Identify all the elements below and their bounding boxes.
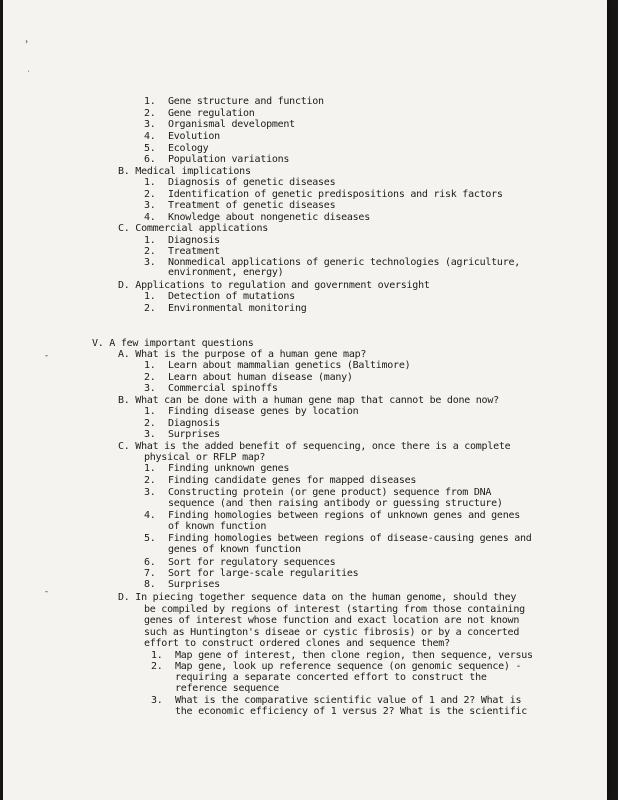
- list-item: Diagnosis: [168, 418, 220, 429]
- list-item-continuation: the economic efficiency of 1 versus 2? What is the scientific: [175, 706, 528, 717]
- list-item-number: 3.: [144, 429, 156, 440]
- science-list-item-number: 5.: [144, 143, 156, 154]
- list-item: Diagnosis: [168, 235, 220, 246]
- list-item: Finding homologies between regions of unknown genes and genes: [168, 510, 521, 521]
- list-item: Learn about mammalian genetics (Baltimore): [168, 360, 411, 371]
- list-item-number: 1.: [144, 463, 156, 474]
- list-item-number: 4.: [144, 212, 156, 223]
- list-item-number: 5.: [144, 533, 156, 544]
- list-item: Finding unknown genes: [168, 463, 290, 474]
- science-list-item-number: 3.: [144, 119, 156, 130]
- paper-page: [3, 0, 607, 800]
- list-item-number: 6.: [144, 557, 156, 568]
- science-list-item-number: 6.: [144, 154, 156, 165]
- list-item-number: 3.: [144, 383, 156, 394]
- science-list-item: Evolution: [168, 131, 220, 142]
- section-heading: D. Applications to regulation and government oversight: [118, 280, 430, 291]
- section-heading: B. Medical implications: [118, 166, 251, 177]
- list-item-number: 3.: [144, 487, 156, 498]
- list-item: Environmental monitoring: [168, 303, 307, 314]
- list-item-number: 2.: [144, 189, 156, 200]
- question-heading-continuation: physical or RFLP map?: [144, 452, 266, 463]
- list-item: Diagnosis of genetic diseases: [168, 177, 336, 188]
- list-item-number: 2.: [144, 418, 156, 429]
- list-item-number: 3.: [151, 695, 163, 706]
- list-item: Map gene of interest, then clone region, then sequence, versus: [175, 650, 533, 661]
- list-item-number: 1.: [144, 235, 156, 246]
- question-heading-continuation: effort to construct ordered clones and sequence them?: [144, 638, 450, 649]
- list-item-continuation: environment, energy): [168, 267, 284, 278]
- list-item-number: 1.: [144, 360, 156, 371]
- list-item-number: 2.: [144, 372, 156, 383]
- question-heading-continuation: genes of interest whose function and exact location are not known: [144, 615, 520, 626]
- list-item-continuation: reference sequence: [175, 683, 279, 694]
- list-item-number: 2.: [151, 661, 163, 672]
- question-heading: C. What is the added benefit of sequencing, once there is a complete: [118, 441, 511, 452]
- list-item: Treatment: [168, 246, 220, 257]
- question-heading: A. What is the purpose of a human gene map?: [118, 349, 367, 360]
- list-item-number: 1.: [144, 291, 156, 302]
- section-heading: V. A few important questions: [92, 338, 254, 349]
- list-item: Detection of mutations: [168, 291, 295, 302]
- list-item-continuation: sequence (and then raising antibody or guessing structure): [168, 498, 503, 509]
- question-heading-continuation: such as Huntington's diseae or cystic fibrosis) or by a concerted: [144, 627, 520, 638]
- science-list-item-number: 1.: [144, 96, 156, 107]
- science-list-item-number: 4.: [144, 131, 156, 142]
- list-item: Surprises: [168, 429, 220, 440]
- list-item: Map gene, look up reference sequence (on genomic sequence) -: [175, 661, 522, 672]
- science-list-item: Ecology: [168, 143, 209, 154]
- list-item: Sort for regulatory sequences: [168, 557, 336, 568]
- list-item: Finding candidate genes for mapped diseases: [168, 475, 417, 486]
- list-item-number: 7.: [144, 568, 156, 579]
- list-item: Knowledge about nongenetic diseases: [168, 212, 370, 223]
- list-item-number: 3.: [144, 200, 156, 211]
- list-item-number: 8.: [144, 579, 156, 590]
- list-item: What is the comparative scientific value of 1 and 2? What is: [175, 695, 522, 706]
- list-item: Treatment of genetic diseases: [168, 200, 336, 211]
- margin-mark: -: [45, 586, 48, 596]
- science-list-item-number: 2.: [144, 108, 156, 119]
- list-item-number: 1.: [144, 177, 156, 188]
- section-heading: C. Commercial applications: [118, 223, 269, 234]
- list-item: Identification of genetic predispositions and risk factors: [168, 189, 503, 200]
- science-list-item: Gene structure and function: [168, 96, 324, 107]
- list-item: Constructing protein (or gene product) sequence from DNA: [168, 487, 492, 498]
- list-item: Learn about human disease (many): [168, 372, 353, 383]
- list-item: Nonmedical applications of generic technologies (agriculture,: [168, 257, 521, 268]
- list-item-number: 3.: [144, 257, 156, 268]
- document-body: [3, 0, 607, 800]
- list-item-number: 2.: [144, 246, 156, 257]
- list-item-number: 2.: [144, 475, 156, 486]
- list-item-number: 1.: [144, 406, 156, 417]
- list-item-continuation: genes of known function: [168, 544, 301, 555]
- list-item-number: 1.: [151, 650, 163, 661]
- margin-mark: ˈ: [27, 69, 30, 79]
- science-list-item: Population variations: [168, 154, 290, 165]
- list-item: Sort for large-scale regularities: [168, 568, 359, 579]
- margin-mark: -: [45, 350, 48, 360]
- list-item: Finding homologies between regions of disease-causing genes and: [168, 533, 532, 544]
- question-heading-continuation: be compiled by regions of interest (starting from those containing: [144, 604, 525, 615]
- question-heading: D. In piecing together sequence data on the human genome, should they: [118, 592, 517, 603]
- list-item-continuation: requiring a separate concerted effort to construct the: [175, 672, 487, 683]
- margin-mark: ›: [25, 36, 28, 46]
- list-item: Surprises: [168, 579, 220, 590]
- list-item-number: 4.: [144, 510, 156, 521]
- science-list-item: Gene regulation: [168, 108, 255, 119]
- list-item-number: 2.: [144, 303, 156, 314]
- list-item: Commercial spinoffs: [168, 383, 278, 394]
- science-list-item: Organismal development: [168, 119, 295, 130]
- list-item: Finding disease genes by location: [168, 406, 359, 417]
- list-item-continuation: of known function: [168, 521, 267, 532]
- question-heading: B. What can be done with a human gene map that cannot be done now?: [118, 395, 499, 406]
